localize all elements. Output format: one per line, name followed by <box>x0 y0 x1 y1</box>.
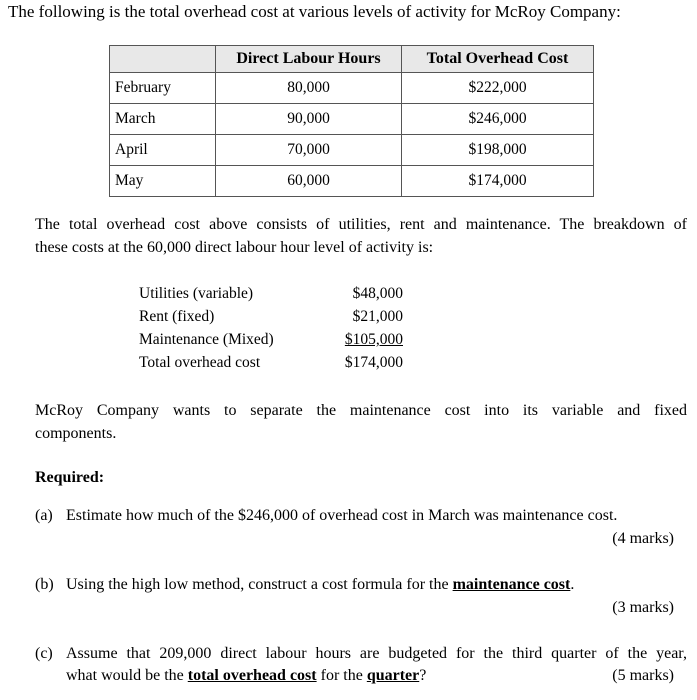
breakdown-label-total: Total overhead cost <box>139 354 261 371</box>
table-row <box>110 73 594 104</box>
breakdown-value-total: $174,000 <box>344 354 403 371</box>
breakdown-value-rent: $21,000 <box>352 308 403 325</box>
question-c-post: ? <box>419 667 427 684</box>
question-c-mid: for the <box>316 667 367 684</box>
header-total-overhead-cost: Total Overhead Cost <box>402 46 594 73</box>
breakdown-label-maintenance: Maintenance (Mixed) <box>139 331 274 348</box>
activity-cost-table <box>109 45 594 197</box>
question-c-line1: Assume that 209,000 direct labour hours are budgeted for the third quarter of the year, <box>66 645 687 662</box>
question-c-pre: what would be the <box>66 667 188 684</box>
row-month: March <box>110 104 216 135</box>
row-cost: $222,000 <box>402 73 594 104</box>
row-month: May <box>110 166 216 197</box>
table-row <box>110 166 594 197</box>
question-c-line2 <box>66 667 426 685</box>
row-month: February <box>110 73 216 104</box>
row-hours: 80,000 <box>216 73 402 104</box>
row-hours: 60,000 <box>216 166 402 197</box>
intro-text: The following is the total overhead cost at various levels of activity for McRoy Company: <box>8 2 621 21</box>
row-month: April <box>110 135 216 166</box>
separate-line2: components. <box>35 425 117 442</box>
question-b-emphasis: maintenance cost <box>452 576 571 593</box>
question-a-number: (a) <box>35 507 53 524</box>
header-direct-labour-hours: Direct Labour Hours <box>216 46 402 73</box>
question-a-marks: (4 marks) <box>612 530 674 547</box>
question-b-pre: Using the high low method, construct a cost formula for the <box>66 576 453 593</box>
question-b-post: . <box>570 576 575 593</box>
required-heading: Required: <box>35 469 105 486</box>
breakdown-label-rent: Rent (fixed) <box>139 308 215 325</box>
row-hours: 70,000 <box>216 135 402 166</box>
breakdown-intro-line1: The total overhead cost above consists of utilities, rent and maintenance. The breakdown of <box>35 216 687 233</box>
question-c-number: (c) <box>35 645 53 662</box>
breakdown-label-utilities: Utilities (variable) <box>139 285 254 302</box>
question-b-number: (b) <box>35 576 54 593</box>
question-c-emphasis-quarter: quarter <box>366 667 420 684</box>
question-a-text: Estimate how much of the $246,000 of overhead cost in March was maintenance cost. <box>66 507 618 524</box>
header-month <box>110 46 216 73</box>
row-cost: $174,000 <box>402 166 594 197</box>
question-b-text <box>66 576 574 594</box>
question-b-marks: (3 marks) <box>612 599 674 616</box>
breakdown-value-utilities: $48,000 <box>352 285 403 302</box>
row-cost: $246,000 <box>402 104 594 135</box>
question-c-emphasis-total: total overhead cost <box>187 667 317 684</box>
table-row <box>110 135 594 166</box>
breakdown-value-maintenance: $105,000 <box>344 331 403 348</box>
separate-line1: McRoy Company wants to separate the maintenance cost into its variable and fixed <box>35 402 687 419</box>
row-hours: 90,000 <box>216 104 402 135</box>
breakdown-intro-line2: these costs at the 60,000 direct labour hour level of activity is: <box>35 239 434 256</box>
table-row <box>110 104 594 135</box>
question-c-marks: (5 marks) <box>612 667 674 684</box>
row-cost: $198,000 <box>402 135 594 166</box>
table-header-row <box>110 46 594 73</box>
